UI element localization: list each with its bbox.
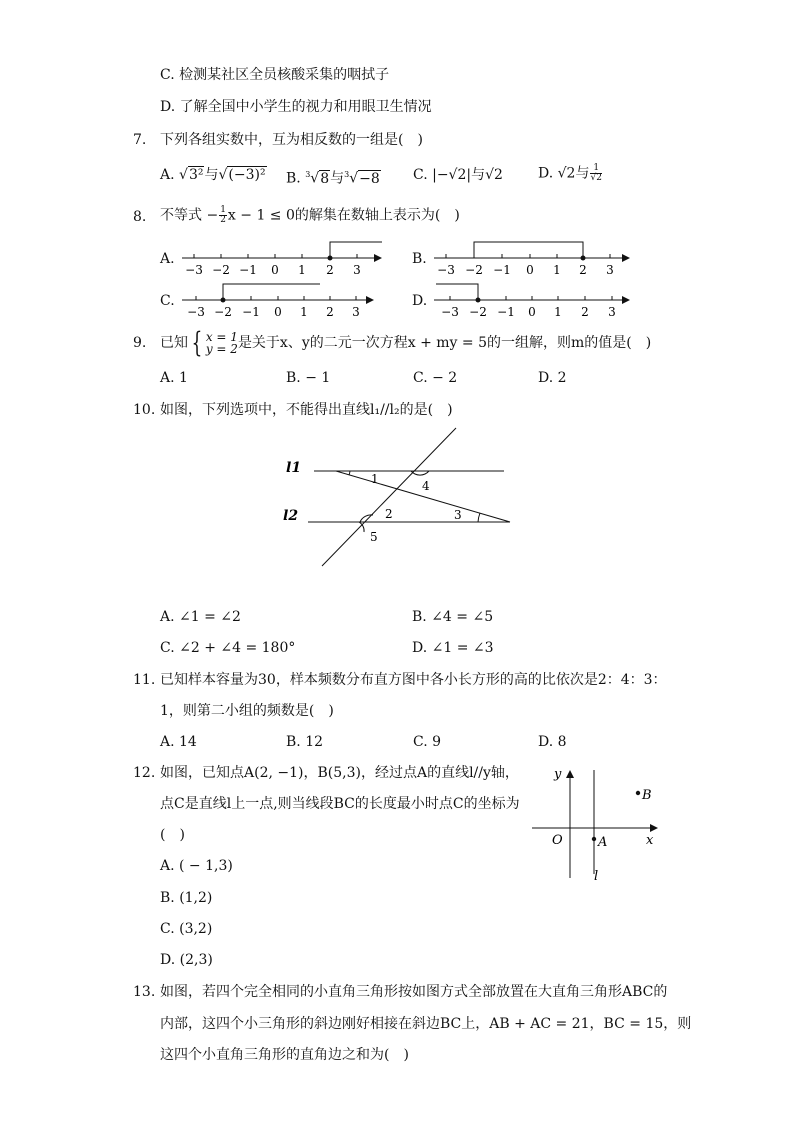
tick-label: 2 bbox=[326, 305, 334, 319]
q12-number: 12. bbox=[133, 765, 156, 781]
q8-label-b: B. bbox=[412, 251, 427, 267]
q12-line1: 如图，已知点A(2, −1)，B(5,3)，经过点A的直线l//y轴， bbox=[160, 765, 519, 781]
q11-option-d: D. 8 bbox=[538, 734, 567, 750]
angle-mark-3 bbox=[478, 513, 480, 522]
q8-stem-fraction bbox=[219, 206, 227, 225]
tick-label: 1 bbox=[298, 263, 306, 277]
tick-label: −1 bbox=[239, 263, 257, 277]
solid-point bbox=[328, 256, 333, 261]
q8-numberline-c bbox=[178, 280, 388, 320]
label-x: x bbox=[646, 833, 654, 848]
q9-eq2: y = 2 bbox=[205, 342, 238, 356]
q8-stem-a: 不等式 − bbox=[160, 207, 219, 224]
tick-label: −1 bbox=[493, 263, 511, 277]
transversal-line bbox=[322, 428, 456, 566]
q13-line1: 如图，若四个完全相同的小直角三角形按如图方式全部放置在大直角三角形ABC的 bbox=[160, 984, 668, 1000]
q9-stem bbox=[160, 328, 651, 358]
q7-d-fraction bbox=[590, 164, 601, 183]
q7-d-frac-num: 1 bbox=[590, 164, 601, 174]
q7-number: 7. bbox=[133, 132, 147, 148]
brace-icon: { bbox=[191, 326, 203, 359]
q7-b-label: B. bbox=[286, 170, 301, 187]
label-a: A bbox=[598, 835, 608, 850]
q7-b-radicand-1: 8 bbox=[320, 170, 330, 187]
tick-label: −2 bbox=[469, 305, 487, 319]
q7-option-d bbox=[538, 164, 603, 183]
q13-line2: 内部，这四个小三角形的斜边刚好相接在斜边BC上，AB + AC = 21，BC = 15，则 bbox=[160, 1016, 692, 1032]
tick-label: 3 bbox=[353, 263, 361, 277]
solution-segment bbox=[474, 242, 583, 258]
solution-ray bbox=[436, 284, 478, 300]
tick-label: −2 bbox=[465, 263, 483, 277]
q11-option-a: A. 14 bbox=[160, 734, 197, 750]
tick-label: 2 bbox=[579, 263, 587, 277]
q8-number: 8. bbox=[133, 209, 147, 225]
q12-line3: ( ) bbox=[160, 827, 185, 843]
q7-option-a: A. √3²与√(−3)² bbox=[160, 167, 266, 183]
q7-stem: 下列各组实数中，互为相反数的一组是( ) bbox=[160, 132, 423, 148]
q9-option-b: B. − 1 bbox=[286, 370, 331, 386]
label-b: B bbox=[642, 788, 652, 803]
q9-option-a: A. 1 bbox=[160, 370, 188, 386]
angle-mark-1 bbox=[349, 471, 350, 475]
tick-label: 0 bbox=[528, 305, 536, 319]
q9-option-c: C. − 2 bbox=[413, 370, 458, 386]
point-b bbox=[636, 791, 640, 795]
q10-option-b: B. ∠4 = ∠5 bbox=[412, 609, 494, 625]
q6-option-d: D. 了解全国中小学生的视力和用眼卫生情况 bbox=[160, 99, 432, 115]
q7-d-sqrt2: √2与 bbox=[557, 165, 590, 182]
angle-label-4: 4 bbox=[422, 479, 430, 493]
q9-stem-b: 是关于x、y的二元一次方程x + my = 5的一组解，则m的值是( ) bbox=[237, 335, 652, 351]
q8-frac-num: 1 bbox=[220, 205, 226, 215]
tick-label: 0 bbox=[274, 305, 282, 319]
q9-eq1: x = 1 bbox=[205, 330, 238, 344]
tick-label: −3 bbox=[187, 305, 205, 319]
tick-label: 3 bbox=[352, 305, 360, 319]
label-origin: O bbox=[552, 833, 563, 848]
angle-label-2: 2 bbox=[385, 507, 393, 521]
q8-numberline-b bbox=[430, 238, 640, 278]
q7-b-with: 与 bbox=[330, 170, 345, 187]
arrow-head-icon bbox=[622, 254, 630, 262]
q9-system bbox=[206, 331, 238, 355]
q10-option-a: A. ∠1 = ∠2 bbox=[160, 609, 241, 625]
q7-d-frac-den: √2 bbox=[590, 173, 602, 183]
q7-d-label: D. bbox=[538, 165, 554, 182]
q9-number: 9. bbox=[133, 335, 147, 351]
x-arrow-icon bbox=[650, 824, 658, 832]
q13-line3: 这四个小直角三角形的直角边之和为( ) bbox=[160, 1047, 409, 1063]
tick-label: −1 bbox=[242, 305, 260, 319]
q8-label-d: D. bbox=[412, 293, 428, 309]
q12-option-a: A. ( − 1,3) bbox=[160, 858, 233, 874]
q6-option-c: C. 检测某社区全员核酸采集的咽拭子 bbox=[160, 67, 390, 83]
q13-number: 13. bbox=[133, 984, 156, 1000]
q8-label-c: C. bbox=[160, 293, 175, 309]
q11-option-c: C. 9 bbox=[413, 734, 442, 750]
ticks bbox=[194, 254, 357, 258]
solution-ray bbox=[223, 284, 320, 300]
angle-label-1: 1 bbox=[371, 472, 379, 486]
point-a bbox=[592, 837, 596, 841]
q7-a-radicand-1: 3² bbox=[188, 167, 204, 183]
solid-point bbox=[221, 298, 226, 303]
label-y: y bbox=[554, 767, 562, 782]
q8-frac-den: 2 bbox=[220, 215, 226, 225]
tick-label: −3 bbox=[185, 263, 203, 277]
q7-b-radicand-2: −8 bbox=[359, 170, 380, 187]
arrow-head-icon bbox=[374, 254, 382, 262]
tick-label: 0 bbox=[526, 263, 534, 277]
tick-label: −3 bbox=[441, 305, 459, 319]
angle-label-5: 5 bbox=[370, 530, 378, 544]
tick-label: −3 bbox=[437, 263, 455, 277]
q11-option-b: B. 12 bbox=[286, 734, 324, 750]
q9-option-d: D. 2 bbox=[538, 370, 567, 386]
tick-label: 2 bbox=[326, 263, 334, 277]
q10-stem: 如图，下列选项中，不能得出直线l₁//l₂的是( ) bbox=[160, 402, 453, 418]
q12-option-c: C. (3,2) bbox=[160, 921, 213, 937]
ticks bbox=[196, 296, 356, 300]
label-l2: l2 bbox=[283, 508, 299, 524]
tick-label: 1 bbox=[300, 305, 308, 319]
q10-option-d: D. ∠1 = ∠3 bbox=[412, 640, 494, 656]
q8-numberline-d bbox=[430, 280, 640, 320]
q7-option-b: B. $^3$√8与$^3$√−8 bbox=[286, 170, 380, 187]
tick-label: −2 bbox=[214, 305, 232, 319]
arrow-head-icon bbox=[366, 296, 374, 304]
q11-line1: 已知样本容量为30，样本频数分布直方图中各小长方形的高的比依次是2：4：3： bbox=[160, 672, 667, 688]
tick-label: 3 bbox=[606, 263, 614, 277]
label-l1: l1 bbox=[286, 460, 302, 476]
q12-line2: 点C是直线l上一点,则当线段BC的长度最小时点C的坐标为 bbox=[160, 796, 520, 812]
angle-label-3: 3 bbox=[454, 508, 462, 522]
solid-point bbox=[581, 256, 586, 261]
q10-option-c: C. ∠2 + ∠4 = 180° bbox=[160, 640, 296, 656]
q7-a-radicand-2: (−3)² bbox=[228, 167, 266, 183]
q8-stem bbox=[160, 206, 460, 225]
q7-a-with: 与 bbox=[204, 167, 219, 183]
q11-number: 11. bbox=[133, 672, 156, 688]
arrow-head-icon bbox=[622, 296, 630, 304]
q8-numberline-a bbox=[178, 238, 388, 278]
tick-label: 1 bbox=[553, 263, 561, 277]
y-arrow-icon bbox=[566, 770, 574, 778]
q12-coordinate-figure bbox=[528, 762, 664, 886]
tick-label: 0 bbox=[271, 263, 279, 277]
q12-option-d: D. (2,3) bbox=[160, 952, 213, 968]
q10-figure bbox=[278, 420, 518, 570]
tick-label: 3 bbox=[608, 305, 616, 319]
ticks bbox=[450, 296, 612, 300]
tick-label: −1 bbox=[497, 305, 515, 319]
tick-label: 2 bbox=[581, 305, 589, 319]
q8-stem-b: x − 1 ≤ 0的解集在数轴上表示为( ) bbox=[227, 207, 460, 224]
label-l: l bbox=[594, 869, 599, 884]
q12-option-b: B. (1,2) bbox=[160, 890, 213, 906]
q7-option-c: C. |−√2|与√2 bbox=[413, 167, 503, 183]
tick-label: −2 bbox=[212, 263, 230, 277]
q7-a-label: A. bbox=[160, 167, 175, 183]
q8-label-a: A. bbox=[160, 251, 175, 267]
q9-stem-a: 已知 bbox=[160, 335, 188, 351]
q11-line2: 1，则第二小组的频数是( ) bbox=[160, 703, 334, 719]
q10-number: 10. bbox=[133, 402, 156, 418]
tick-label: 1 bbox=[554, 305, 562, 319]
solid-point bbox=[476, 298, 481, 303]
